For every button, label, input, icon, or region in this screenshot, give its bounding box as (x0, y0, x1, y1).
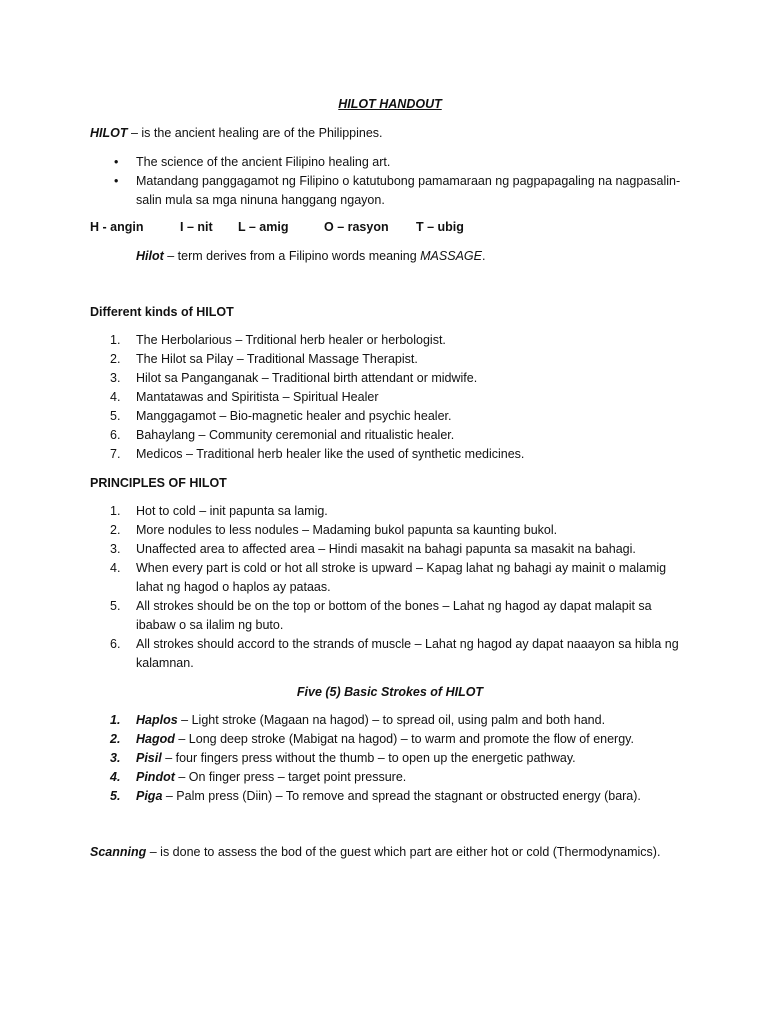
definition-paragraph (136, 247, 690, 266)
strokes-list (90, 711, 690, 806)
item-number: 3. (110, 542, 121, 556)
definition-end: . (481, 249, 486, 263)
stroke-text: – Light stroke (Magaan na hagod) – to spread oil, using palm and both hand. (177, 713, 606, 727)
item-text: Hilot sa Panganganak – Traditional birth attendant or midwife. (136, 371, 478, 385)
kinds-item (110, 445, 690, 464)
strokes-item (110, 711, 690, 730)
item-number: 3. (110, 751, 121, 765)
item-number: 1. (110, 713, 121, 727)
stroke-text: – four fingers press without the thumb – to open up the energetic pathway. (161, 751, 576, 765)
item-text: The Herbolarious – Trditional herb healer or herbologist. (136, 333, 446, 347)
item-text: The Hilot sa Pilay – Traditional Massage Therapist. (136, 352, 418, 366)
acronym-l: L – amig (238, 220, 289, 234)
kinds-item (110, 426, 690, 445)
bullet-item: • The science of the ancient Filipino healing art. (136, 153, 690, 172)
principles-item (110, 559, 690, 597)
item-number: 1. (110, 333, 121, 347)
item-number: 4. (110, 390, 121, 404)
acronym-o: O – rasyon (324, 220, 389, 234)
item-number: 5. (110, 599, 121, 613)
strokes-item (110, 787, 690, 806)
document-title: HILOT HANDOUT (338, 97, 442, 111)
principles-item (110, 502, 690, 521)
item-text: Hot to cold – init papunta sa lamig. (136, 504, 328, 518)
item-number: 1. (110, 504, 121, 518)
item-number: 2. (110, 523, 121, 537)
item-number: 6. (110, 428, 121, 442)
stroke-text: – Long deep stroke (Mabigat na hagod) – to warm and promote the flow of energy. (174, 732, 634, 746)
stroke-term: Pisil (136, 751, 162, 765)
stroke-text: – On finger press – target point pressure. (174, 770, 407, 784)
kinds-list (90, 331, 690, 464)
scanning-paragraph (90, 843, 690, 862)
bullet-list (90, 153, 690, 210)
item-text: Manggagamot – Bio-magnetic healer and psychic healer. (136, 409, 452, 423)
item-number: 2. (110, 732, 121, 746)
acronym-t: T – ubig (416, 220, 464, 234)
stroke-text: – Palm press (Diin) – To remove and spread the stagnant or obstructed energy (bara). (162, 789, 641, 803)
item-number: 3. (110, 371, 121, 385)
principles-item (110, 521, 690, 540)
strokes-item (110, 749, 690, 768)
strokes-heading: Five (5) Basic Strokes of HILOT (296, 685, 484, 699)
acronym-row (90, 218, 690, 237)
item-number: 4. (110, 561, 121, 575)
scanning-text: – is done to assess the bod of the guest which part are either hot or cold (Thermodynamics). (146, 845, 661, 859)
stroke-term: Hagod (136, 732, 175, 746)
item-text: All strokes should be on the top or bottom of the bones – Lahat ng hagod ay dapat malapit sa ibabaw o sa ilalim ng buto. (136, 599, 652, 632)
stroke-term: Pindot (136, 770, 175, 784)
kinds-heading: Different kinds of HILOT (90, 305, 234, 319)
definition-emphasis: MASSAGE (420, 249, 482, 263)
intro-text: – is the ancient healing are of the Philippines. (127, 126, 383, 140)
kinds-item (110, 331, 690, 350)
acronym-i: I – nit (180, 220, 213, 234)
item-text: All strokes should accord to the strands of muscle – Lahat ng hagod ay dapat naaayon sa hibla ng kalamnan. (136, 637, 679, 670)
kinds-item (110, 407, 690, 426)
item-number: 6. (110, 637, 121, 651)
kinds-item (110, 388, 690, 407)
intro-paragraph (90, 124, 690, 143)
principles-list (90, 502, 690, 673)
kinds-item (110, 350, 690, 369)
bullet-item: • Matandang panggagamot ng Filipino o katutubong pamamaraan ng pagpapagaling na nagpasalin-salin mula sa mga ninuna hanggang ngayon. (136, 172, 690, 210)
document-page (90, 95, 690, 862)
principles-item (110, 635, 690, 673)
strokes-item (110, 730, 690, 749)
stroke-term: Haplos (136, 713, 178, 727)
item-text: When every part is cold or hot all stroke is upward – Kapag lahat ng bahagi ay mainit o malamig lahat ng hagod o haplos ay pataas. (136, 561, 667, 594)
item-text: Unaffected area to affected area – Hindi masakit na bahagi papunta sa masakit na bahagi. (136, 542, 636, 556)
scanning-term: Scanning (90, 845, 147, 859)
definition-term: Hilot (136, 249, 164, 263)
kinds-item (110, 369, 690, 388)
item-number: 2. (110, 352, 121, 366)
principles-item (110, 597, 690, 635)
principles-heading: PRINCIPLES OF HILOT (90, 476, 227, 490)
strokes-item (110, 768, 690, 787)
item-number: 4. (110, 770, 121, 784)
item-text: Bahaylang – Community ceremonial and ritualistic healer. (136, 428, 455, 442)
item-text: Mantatawas and Spiritista – Spiritual Healer (136, 390, 379, 404)
item-number: 7. (110, 447, 121, 461)
item-number: 5. (110, 789, 121, 803)
definition-text: – term derives from a Filipino words meaning (163, 249, 421, 263)
item-text: Medicos – Traditional herb healer like the used of synthetic medicines. (136, 447, 525, 461)
item-number: 5. (110, 409, 121, 423)
principles-item (110, 540, 690, 559)
stroke-term: Piga (136, 789, 163, 803)
intro-term: HILOT (90, 126, 128, 140)
item-text: More nodules to less nodules – Madaming bukol papunta sa kaunting bukol. (136, 523, 558, 537)
acronym-h: H - angin (90, 220, 144, 234)
